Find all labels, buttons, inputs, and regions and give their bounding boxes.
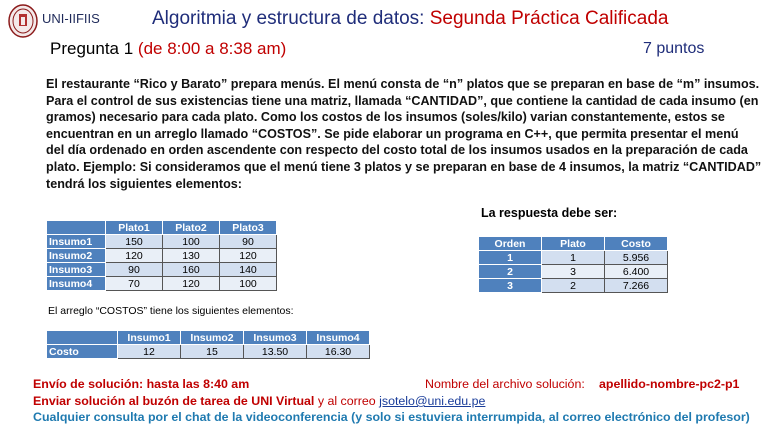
costos-label: El arreglo “COSTOS” tiene los siguientes elementos: [48, 305, 294, 317]
table-cell: 1 [542, 251, 605, 265]
table-cell: 100 [220, 277, 277, 291]
filename-value: apellido-nombre-pc2-p1 [599, 377, 740, 391]
order-cell: 2 [479, 265, 542, 279]
column-header: Orden [479, 237, 542, 251]
column-header: Plato3 [220, 221, 277, 235]
table-row [47, 235, 277, 249]
row-header: Costo [47, 345, 118, 359]
title-course: Algoritmia y estructura de datos: [152, 8, 430, 29]
costos-table [46, 330, 370, 359]
table-cell: 160 [163, 263, 220, 277]
org-name: UNI-IIFIIS [42, 11, 100, 26]
row-header: Insumo3 [47, 263, 106, 277]
table-cell: 7.266 [605, 279, 668, 293]
table-cell: 13.50 [244, 345, 307, 359]
column-header: Insumo2 [181, 331, 244, 345]
title-exam: Segunda Práctica Calificada [429, 8, 669, 29]
question-points: 7 puntos [643, 40, 705, 57]
filename-label: Nombre del archivo solución: [425, 377, 585, 391]
table-row [47, 345, 370, 359]
answer-table [478, 236, 668, 293]
deadline-text: Envío de solución: hasta las 8:40 am [33, 377, 250, 391]
table-cell: 2 [542, 279, 605, 293]
column-header: Insumo3 [244, 331, 307, 345]
table-cell: 100 [163, 235, 220, 249]
order-cell: 3 [479, 279, 542, 293]
table-cell: 6.400 [605, 265, 668, 279]
question-label: Pregunta 1 [50, 39, 134, 58]
statement-line: El restaurante “Rico y Barato” prepara menús. El menú consta de “n” platos que se preparan en base de “m” insumos. [46, 77, 760, 91]
statement-line: encuentran en un arreglo llamado “COSTOS”. Se pide elaborar un programa en C++, que permita presentar el menú [46, 126, 739, 141]
row-header: Insumo1 [47, 235, 106, 249]
table-cell: 90 [106, 263, 163, 277]
contact-note: Cualquier consulta por el chat de la videoconferencia (y solo si estuviera interrumpida, al correo electrónico del profesor) [33, 410, 750, 424]
table-cell: 120 [163, 277, 220, 291]
problem-statement [46, 76, 762, 192]
question-heading [50, 39, 286, 59]
statement-line: gramos) necesario para cada plato. Como los costos de los insumos (soles/kilo) varian constantemente, estos se [46, 110, 725, 125]
column-header: Costo [605, 237, 668, 251]
table-row [47, 249, 277, 263]
question-time: (de 8:00 a 8:38 am) [133, 39, 287, 58]
submission-text: Enviar solución al buzón de tarea de UNI Virtual [33, 394, 315, 408]
statement-line: Para el control de sus existencias tiene una matriz, llamada “CANTIDAD”, que contiene la cantidad de cada insumo (en [46, 93, 759, 108]
table-corner [47, 221, 106, 235]
table-cell: 120 [220, 249, 277, 263]
table-cell: 120 [106, 249, 163, 263]
table-cell: 5.956 [605, 251, 668, 265]
row-header: Insumo4 [47, 277, 106, 291]
university-seal-logo [8, 4, 38, 38]
table-cell: 3 [542, 265, 605, 279]
table-row [479, 265, 668, 279]
row-header: Insumo2 [47, 249, 106, 263]
table-row [479, 251, 668, 265]
column-header: Insumo1 [118, 331, 181, 345]
table-row [47, 277, 277, 291]
statement-line: tendrá los siguientes elementos: [46, 176, 242, 191]
table-row [47, 263, 277, 277]
table-cell: 90 [220, 235, 277, 249]
table-cell: 12 [118, 345, 181, 359]
table-row [479, 279, 668, 293]
table-cell: 16.30 [307, 345, 370, 359]
table-cell: 150 [106, 235, 163, 249]
column-header: Insumo4 [307, 331, 370, 345]
table-corner [47, 331, 118, 345]
cantidad-table [46, 220, 277, 291]
email-link[interactable]: jsotelo@uni.edu.pe [379, 394, 486, 408]
table-cell: 130 [163, 249, 220, 263]
statement-line: plato. Ejemplo: Si consideramos que el menú tiene 3 platos y se preparan en base de 4 insumos, la matriz “CANTIDAD” [46, 159, 762, 174]
column-header: Plato2 [163, 221, 220, 235]
table-cell: 70 [106, 277, 163, 291]
column-header: Plato1 [106, 221, 163, 235]
order-cell: 1 [479, 251, 542, 265]
table-cell: 15 [181, 345, 244, 359]
statement-line: del día ordenado en orden ascendente con respecto del costo total de los insumos usados en la preparación de cada [46, 143, 748, 158]
answer-label: La respuesta debe ser: [481, 206, 618, 220]
page-title [152, 8, 668, 30]
table-cell: 140 [220, 263, 277, 277]
submission-connector: y al correo [314, 394, 380, 408]
submission-instructions [33, 394, 485, 408]
column-header: Plato [542, 237, 605, 251]
